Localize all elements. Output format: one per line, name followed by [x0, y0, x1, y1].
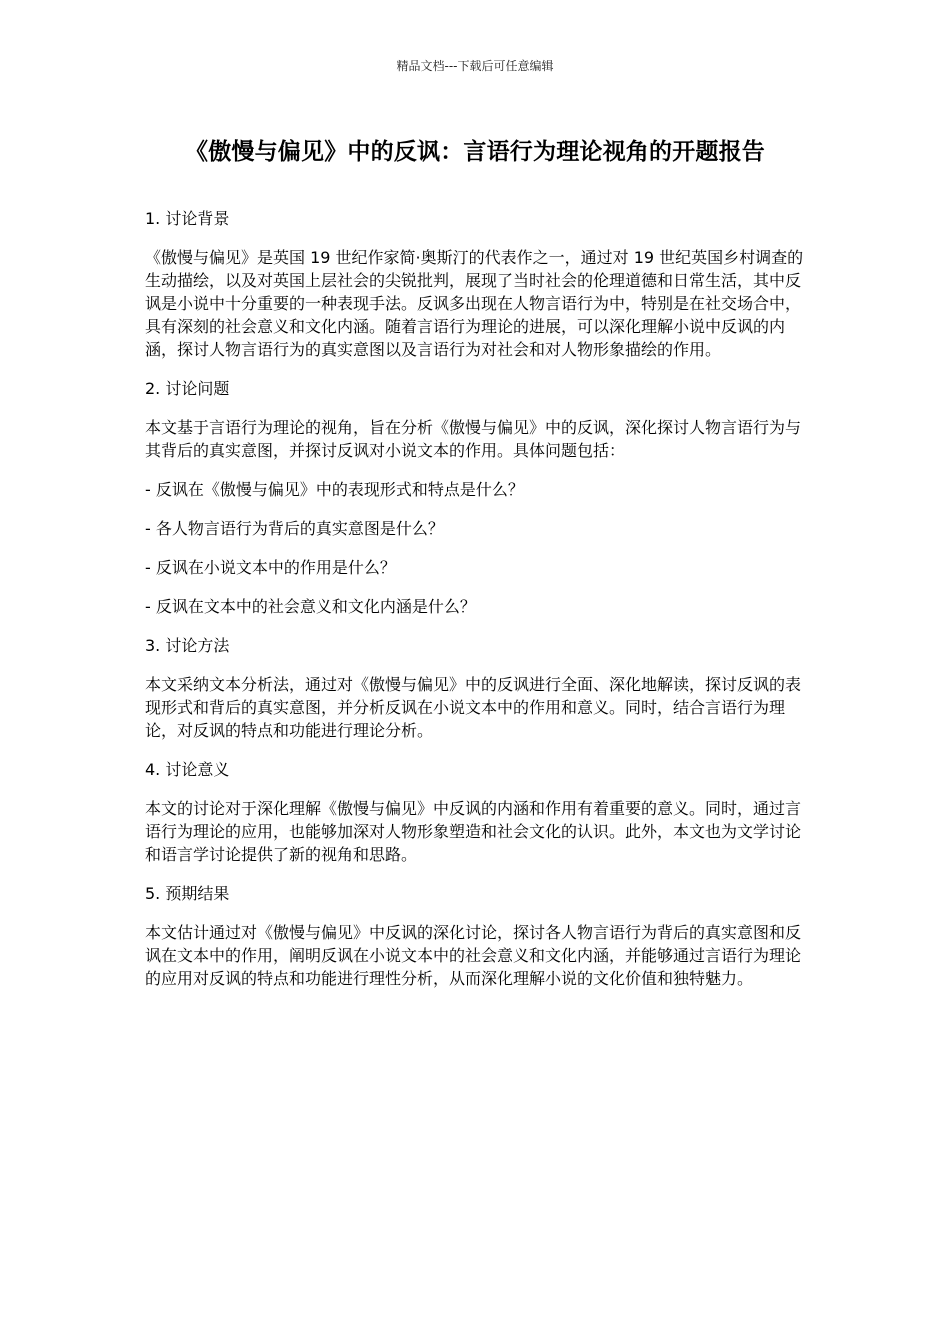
document-body	[145, 207, 809, 1006]
section-paragraph-expected-results: 本文估计通过对《傲慢与偏见》中反讽的深化讨论，探讨各人物言语行为背后的真实意图和反讽在文本中的作用，阐明反讽在小说文本中的社会意义和文化内涵，并能够通过言语行为理论的应用对反讽的特点和功能进行理性分析，从而深化理解小说的文化价值和独特魅力。	[145, 923, 802, 988]
section-paragraph-background: 《傲慢与偏见》是英国 19 世纪作家简·奥斯汀的代表作之一，通过对 19 世纪英国乡村调查的生动描绘，以及对英国上层社会的尖锐批判，展现了当时社会的伦理道德和日常生活，其中反讽是小说中十分重要的一种表现手法。反讽多出现在人物言语行为中，特别是在社交场合中，具有深刻的社会意义和文化内涵。随着言语行为理论的进展，可以深化理解小说中反讽的内涵，探讨人物言语行为的真实意图以及言语行为对社会和对人物形象描绘的作用。	[145, 248, 804, 359]
question-item: - 反讽在小说文本中的作用是什么？	[145, 558, 396, 577]
section-heading-questions: 2. 讨论问题	[145, 379, 230, 398]
section-paragraph-methods: 本文采纳文本分析法，通过对《傲慢与偏见》中的反讽进行全面、深化地解读，探讨反讽的表现形式和背后的真实意图，并分析反讽在小说文本中的作用和意义。同时，结合言语行为理论，对反讽的特点和功能进行理论分析。	[145, 675, 802, 740]
header-watermark: 精品文档---下载后可任意编辑	[396, 59, 554, 73]
section-heading-significance: 4. 讨论意义	[145, 760, 230, 779]
question-item: - 各人物言语行为背后的真实意图是什么？	[145, 519, 444, 538]
section-heading-expected-results: 5. 预期结果	[145, 884, 230, 903]
section-paragraph-questions: 本文基于言语行为理论的视角，旨在分析《傲慢与偏见》中的反讽，深化探讨人物言语行为与其背后的真实意图，并探讨反讽对小说文本的作用。具体问题包括：	[145, 418, 802, 460]
section-heading-methods: 3. 讨论方法	[145, 636, 230, 655]
document-title: 《傲慢与偏见》中的反讽：言语行为理论视角的开题报告	[185, 139, 765, 165]
question-item: - 反讽在《傲慢与偏见》中的表现形式和特点是什么？	[145, 480, 524, 499]
section-paragraph-significance: 本文的讨论对于深化理解《傲慢与偏见》中反讽的内涵和作用有着重要的意义。同时，通过言语行为理论的应用，也能够加深对人物形象塑造和社会文化的认识。此外，本文也为文学讨论和语言学讨论提供了新的视角和思路。	[145, 799, 802, 864]
section-heading-background: 1. 讨论背景	[145, 209, 230, 228]
question-item: - 反讽在文本中的社会意义和文化内涵是什么？	[145, 597, 476, 616]
